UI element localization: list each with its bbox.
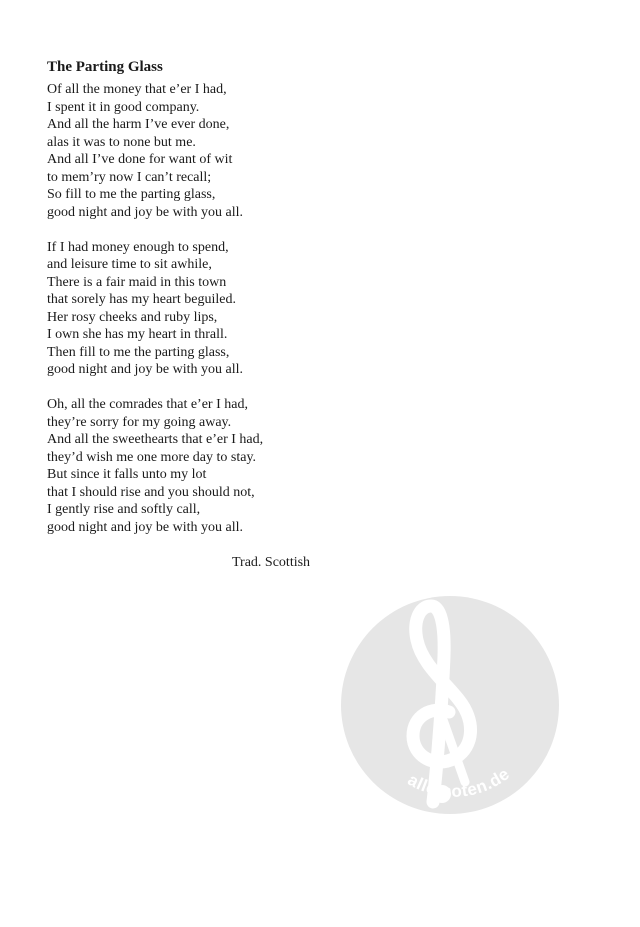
verse-line: and leisure time to sit awhile, bbox=[47, 257, 212, 272]
verse-line: And all I’ve done for want of wit bbox=[47, 152, 233, 167]
verse-line: I own she has my heart in thrall. bbox=[47, 327, 228, 342]
watermark-text: alle-noten.de bbox=[404, 764, 514, 801]
watermark-disc bbox=[341, 596, 559, 814]
verse-line: to mem’ry now I can’t recall; bbox=[47, 169, 212, 185]
verse-line: good night and joy be with you all. bbox=[47, 204, 243, 220]
verse-line: And all the sweethearts that e’er I had, bbox=[47, 432, 264, 447]
verse-line: alas it was to none but me. bbox=[47, 134, 196, 150]
verse-line: that I should rise and you should not, bbox=[47, 484, 255, 500]
verse-line: And all the harm I’ve ever done, bbox=[47, 117, 230, 132]
verse-line: But since it falls unto my lot bbox=[47, 467, 207, 482]
verse-line: good night and joy be with you all. bbox=[47, 519, 243, 535]
verse-line: that sorely has my heart beguiled. bbox=[47, 292, 236, 307]
watermark-logo bbox=[341, 596, 559, 814]
verse-line: Of all the money that e’er I had, bbox=[47, 82, 227, 97]
stanza-3 bbox=[47, 396, 367, 536]
stanza-2 bbox=[47, 239, 367, 379]
attribution: Trad. Scottish bbox=[232, 555, 311, 570]
verse-line: I spent it in good company. bbox=[47, 99, 200, 115]
stanza-1 bbox=[47, 81, 367, 221]
verse-line: good night and joy be with you all. bbox=[47, 362, 243, 377]
poem-body bbox=[47, 81, 367, 554]
verse-line: they’d wish me one more day to stay. bbox=[47, 449, 257, 465]
verse-line: Then fill to me the parting glass, bbox=[47, 344, 230, 360]
verse-line: So fill to me the parting glass, bbox=[47, 187, 216, 202]
verse-line: Her rosy cheeks and ruby lips, bbox=[47, 309, 218, 325]
verse-line: If I had money enough to spend, bbox=[47, 239, 229, 255]
verse-line: I gently rise and softly call, bbox=[47, 502, 201, 517]
page-title: The Parting Glass bbox=[47, 59, 163, 75]
verse-line: they’re sorry for my going away. bbox=[47, 414, 232, 430]
verse-line: There is a fair maid in this town bbox=[47, 274, 227, 290]
verse-line: Oh, all the comrades that e’er I had, bbox=[47, 397, 248, 412]
